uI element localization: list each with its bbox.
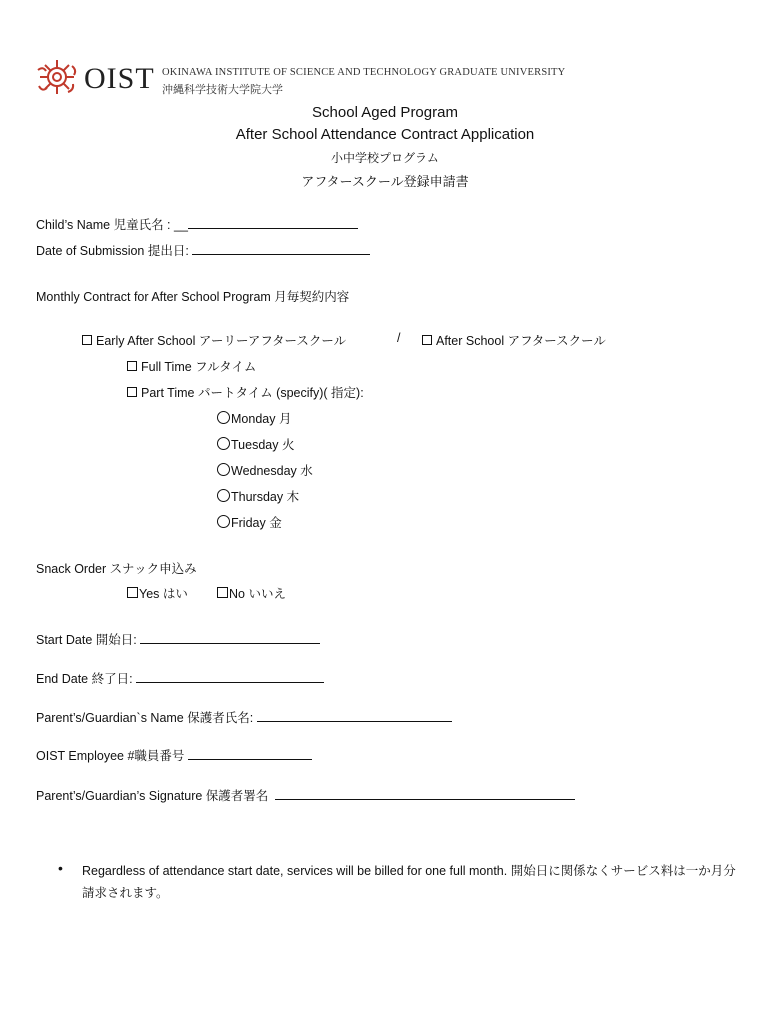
full-time-label: Full Time フルタイム (141, 360, 257, 374)
guardian-name-label: Parent’s/Guardian`s Name 保護者氏名: (36, 711, 254, 725)
wednesday-radio[interactable] (217, 463, 230, 476)
employee-number-field[interactable] (36, 746, 312, 764)
friday-label: Friday 金 (231, 516, 282, 530)
child-name-line[interactable] (188, 215, 358, 229)
guardian-signature-line[interactable] (275, 786, 575, 800)
start-date-label: Start Date 開始日: (36, 633, 137, 647)
institute-name-en: OKINAWA INSTITUTE OF SCIENCE AND TECHNOLOGY GRADUATE UNIVERSITY (162, 67, 566, 78)
after-school-option[interactable] (422, 331, 606, 349)
oist-emblem-icon (34, 56, 80, 98)
after-school-checkbox[interactable] (422, 335, 432, 345)
submission-date-label: Date of Submission 提出日: (36, 244, 189, 258)
early-after-school-checkbox[interactable] (82, 335, 92, 345)
guardian-signature-label: Parent’s/Guardian’s Signature 保護者署名 (36, 789, 269, 803)
day-option-tuesday[interactable] (217, 435, 294, 453)
billing-note: Regardless of attendance start date, services will be billed for one full month. 開始日に関係なくサービス料は一か月分請求されます。 (82, 864, 736, 900)
title-application-ja: アフタースクール登録申請書 (301, 174, 469, 189)
end-date-label: End Date 終了日: (36, 672, 133, 686)
snack-yes-label: Yes はい (139, 587, 188, 601)
part-time-label: Part Time パートタイム (specify)( 指定): (141, 386, 364, 400)
child-name-label: Child’s Name 児童氏名 : __ (36, 218, 188, 232)
submission-date-field[interactable] (36, 241, 370, 259)
tuesday-label: Tuesday 火 (231, 438, 295, 452)
part-time-option[interactable] (127, 383, 364, 401)
title-program-ja: 小中学校プログラム (331, 151, 439, 165)
logo-wordmark: OIST (84, 62, 155, 95)
early-after-school-label: Early After School アーリーアフタースクール (96, 334, 347, 348)
wednesday-label: Wednesday 水 (231, 464, 313, 478)
end-date-field[interactable] (36, 669, 324, 687)
option-separator: / (397, 331, 401, 345)
snack-no-checkbox[interactable] (217, 587, 228, 598)
title-application: After School Attendance Contract Application (235, 126, 535, 143)
institute-name-ja: 沖縄科学技術大学院大学 (162, 84, 283, 96)
guardian-name-field[interactable] (36, 708, 452, 726)
monday-label: Monday 月 (231, 412, 292, 426)
day-option-monday[interactable] (217, 409, 291, 427)
monthly-contract-heading: Monthly Contract for After School Program 月毎契約内容 (36, 290, 350, 304)
snack-yes-option[interactable] (127, 584, 188, 602)
friday-radio[interactable] (217, 515, 230, 528)
full-time-option[interactable] (127, 357, 256, 375)
guardian-name-line[interactable] (257, 708, 452, 722)
start-date-field[interactable] (36, 630, 320, 648)
part-time-checkbox[interactable] (127, 387, 137, 397)
submission-date-line[interactable] (192, 241, 370, 255)
snack-yes-checkbox[interactable] (127, 587, 138, 598)
snack-order-label: Snack Order スナック申込み (36, 562, 197, 576)
header-logo (34, 56, 566, 100)
thursday-radio[interactable] (217, 489, 230, 502)
employee-number-line[interactable] (188, 746, 312, 760)
full-time-checkbox[interactable] (127, 361, 137, 371)
early-after-school-option[interactable] (82, 331, 346, 349)
child-name-field[interactable] (36, 215, 358, 233)
snack-no-label: No いいえ (229, 587, 286, 601)
title-program: School Aged Program (312, 104, 458, 121)
thursday-label: Thursday 木 (231, 490, 300, 504)
monday-radio[interactable] (217, 411, 230, 424)
snack-no-option[interactable] (217, 584, 286, 602)
day-option-friday[interactable] (217, 513, 282, 531)
start-date-line[interactable] (140, 630, 320, 644)
guardian-signature-field[interactable] (36, 786, 575, 804)
note-bullet: • (58, 860, 63, 876)
day-option-wednesday[interactable] (217, 461, 313, 479)
day-option-thursday[interactable] (217, 487, 299, 505)
employee-number-label: OIST Employee #職員番号 (36, 749, 185, 763)
end-date-line[interactable] (136, 669, 324, 683)
after-school-label: After School アフタースクール (436, 334, 606, 348)
tuesday-radio[interactable] (217, 437, 230, 450)
